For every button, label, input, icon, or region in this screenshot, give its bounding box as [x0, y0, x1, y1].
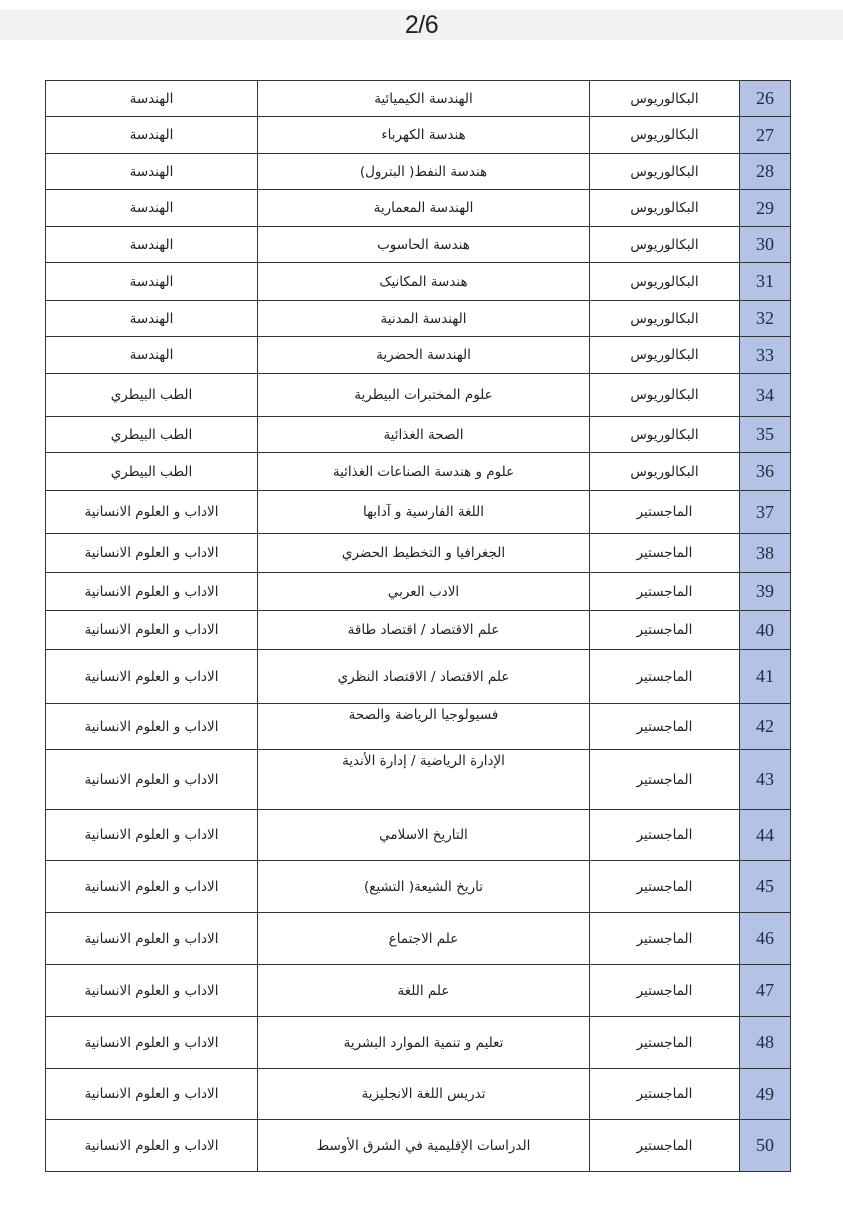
table-row	[46, 190, 791, 227]
college-cell: الهندسة	[46, 154, 258, 190]
table-row	[46, 374, 791, 417]
college-cell: الاداب و العلوم الانسانية	[46, 611, 258, 650]
row-number-cell: 35	[740, 417, 791, 453]
degree-cell: البكالوريوس	[590, 337, 740, 374]
table-row	[46, 227, 791, 263]
specialization-cell: علم الاجتماع	[258, 913, 590, 965]
college-cell: الهندسة	[46, 227, 258, 263]
college-cell: الاداب و العلوم الانسانية	[46, 491, 258, 534]
degree-cell: الماجستير	[590, 491, 740, 534]
table-row	[46, 117, 791, 154]
table-row	[46, 704, 791, 750]
row-number-cell: 26	[740, 81, 791, 117]
row-number-cell: 32	[740, 301, 791, 337]
degree-cell: الماجستير	[590, 1017, 740, 1069]
degree-cell: البكالوريوس	[590, 417, 740, 453]
degree-cell: البكالوريوس	[590, 190, 740, 227]
table-row	[46, 417, 791, 453]
specialization-cell: الصحة الغذائية	[258, 417, 590, 453]
row-number-cell: 37	[740, 491, 791, 534]
table-row	[46, 534, 791, 573]
table-row	[46, 263, 791, 301]
college-cell: الاداب و العلوم الانسانية	[46, 965, 258, 1017]
table-row	[46, 611, 791, 650]
specialization-cell: علم اللغة	[258, 965, 590, 1017]
college-cell: الاداب و العلوم الانسانية	[46, 534, 258, 573]
degree-cell: الماجستير	[590, 573, 740, 611]
row-number-cell: 30	[740, 227, 791, 263]
specialization-cell: الإدارة الرياضية / إدارة الأندية	[258, 750, 590, 810]
row-number-cell: 34	[740, 374, 791, 417]
row-number-cell: 31	[740, 263, 791, 301]
row-number-cell: 29	[740, 190, 791, 227]
row-number-cell: 47	[740, 965, 791, 1017]
page-header-bar	[0, 10, 843, 40]
degree-cell: البكالوريوس	[590, 453, 740, 491]
specialization-cell: علم الاقتصاد / اقتصاد طاقة	[258, 611, 590, 650]
degree-cell: الماجستير	[590, 810, 740, 861]
college-cell: الهندسة	[46, 337, 258, 374]
specialization-cell: هندسة المكانيک	[258, 263, 590, 301]
college-cell: الاداب و العلوم الانسانية	[46, 1120, 258, 1172]
row-number-cell: 39	[740, 573, 791, 611]
college-cell: الاداب و العلوم الانسانية	[46, 750, 258, 810]
row-number-cell: 50	[740, 1120, 791, 1172]
specialization-cell: تاريخ الشيعة( التشيع)	[258, 861, 590, 913]
degree-cell: الماجستير	[590, 913, 740, 965]
programs-table-body	[46, 81, 791, 1172]
table-row	[46, 1017, 791, 1069]
page-indicator: 2/6	[404, 11, 439, 39]
row-number-cell: 27	[740, 117, 791, 154]
college-cell: الطب البيطري	[46, 374, 258, 417]
specialization-cell: الهندسة المدنية	[258, 301, 590, 337]
college-cell: الطب البيطري	[46, 417, 258, 453]
degree-cell: الماجستير	[590, 650, 740, 704]
table-row	[46, 573, 791, 611]
degree-cell: الماجستير	[590, 534, 740, 573]
specialization-cell: هندسة النفط( البترول)	[258, 154, 590, 190]
table-row	[46, 650, 791, 704]
specialization-cell: الدراسات الإقليمية في الشرق الأوسط	[258, 1120, 590, 1172]
programs-table	[45, 80, 791, 1172]
degree-cell: البكالوريوس	[590, 117, 740, 154]
specialization-cell: فسيولوجيا الرياضة والصحة	[258, 704, 590, 750]
row-number-cell: 28	[740, 154, 791, 190]
college-cell: الهندسة	[46, 81, 258, 117]
row-number-cell: 42	[740, 704, 791, 750]
table-row	[46, 1120, 791, 1172]
degree-cell: البكالوريوس	[590, 263, 740, 301]
degree-cell: البكالوريوس	[590, 227, 740, 263]
table-row	[46, 861, 791, 913]
table-row	[46, 81, 791, 117]
specialization-cell: تعليم و تنمية الموارد البشرية	[258, 1017, 590, 1069]
degree-cell: البكالوريوس	[590, 301, 740, 337]
degree-cell: الماجستير	[590, 965, 740, 1017]
specialization-cell: هندسة الكهرباء	[258, 117, 590, 154]
degree-cell: البكالوريوس	[590, 81, 740, 117]
college-cell: الاداب و العلوم الانسانية	[46, 1017, 258, 1069]
row-number-cell: 46	[740, 913, 791, 965]
table-row	[46, 913, 791, 965]
table-row	[46, 965, 791, 1017]
table-row	[46, 1069, 791, 1120]
specialization-cell: التاريخ الاسلامي	[258, 810, 590, 861]
specialization-cell: اللغة الفارسية و آدابها	[258, 491, 590, 534]
specialization-cell: الجغرافيا و التخطيط الحضري	[258, 534, 590, 573]
degree-cell: الماجستير	[590, 611, 740, 650]
specialization-cell: علم الاقتصاد / الاقتصاد النظري	[258, 650, 590, 704]
specialization-cell: الادب العربي	[258, 573, 590, 611]
table-row	[46, 453, 791, 491]
specialization-cell: علوم و هندسة الصناعات الغذائية	[258, 453, 590, 491]
specialization-cell: الهندسة الحضرية	[258, 337, 590, 374]
specialization-cell: الهندسة الكيميائية	[258, 81, 590, 117]
row-number-cell: 44	[740, 810, 791, 861]
degree-cell: البكالوريوس	[590, 154, 740, 190]
table-row	[46, 154, 791, 190]
specialization-cell: تدريس اللغة الانجليزية	[258, 1069, 590, 1120]
degree-cell: البكالوريوس	[590, 374, 740, 417]
row-number-cell: 38	[740, 534, 791, 573]
college-cell: الاداب و العلوم الانسانية	[46, 810, 258, 861]
specialization-cell: الهندسة المعمارية	[258, 190, 590, 227]
table-row	[46, 337, 791, 374]
college-cell: الاداب و العلوم الانسانية	[46, 573, 258, 611]
degree-cell: الماجستير	[590, 750, 740, 810]
college-cell: الاداب و العلوم الانسانية	[46, 1069, 258, 1120]
table-row	[46, 301, 791, 337]
specialization-cell: علوم المختبرات البيطرية	[258, 374, 590, 417]
college-cell: الطب البيطري	[46, 453, 258, 491]
college-cell: الهندسة	[46, 117, 258, 154]
row-number-cell: 40	[740, 611, 791, 650]
row-number-cell: 48	[740, 1017, 791, 1069]
college-cell: الهندسة	[46, 301, 258, 337]
row-number-cell: 41	[740, 650, 791, 704]
degree-cell: الماجستير	[590, 1120, 740, 1172]
degree-cell: الماجستير	[590, 1069, 740, 1120]
degree-cell: الماجستير	[590, 704, 740, 750]
college-cell: الاداب و العلوم الانسانية	[46, 650, 258, 704]
row-number-cell: 33	[740, 337, 791, 374]
table-row	[46, 750, 791, 810]
row-number-cell: 49	[740, 1069, 791, 1120]
college-cell: الهندسة	[46, 190, 258, 227]
degree-cell: الماجستير	[590, 861, 740, 913]
college-cell: الاداب و العلوم الانسانية	[46, 913, 258, 965]
college-cell: الهندسة	[46, 263, 258, 301]
college-cell: الاداب و العلوم الانسانية	[46, 704, 258, 750]
college-cell: الاداب و العلوم الانسانية	[46, 861, 258, 913]
table-row	[46, 810, 791, 861]
specialization-cell: هندسة الحاسوب	[258, 227, 590, 263]
table-row	[46, 491, 791, 534]
row-number-cell: 43	[740, 750, 791, 810]
row-number-cell: 36	[740, 453, 791, 491]
row-number-cell: 45	[740, 861, 791, 913]
